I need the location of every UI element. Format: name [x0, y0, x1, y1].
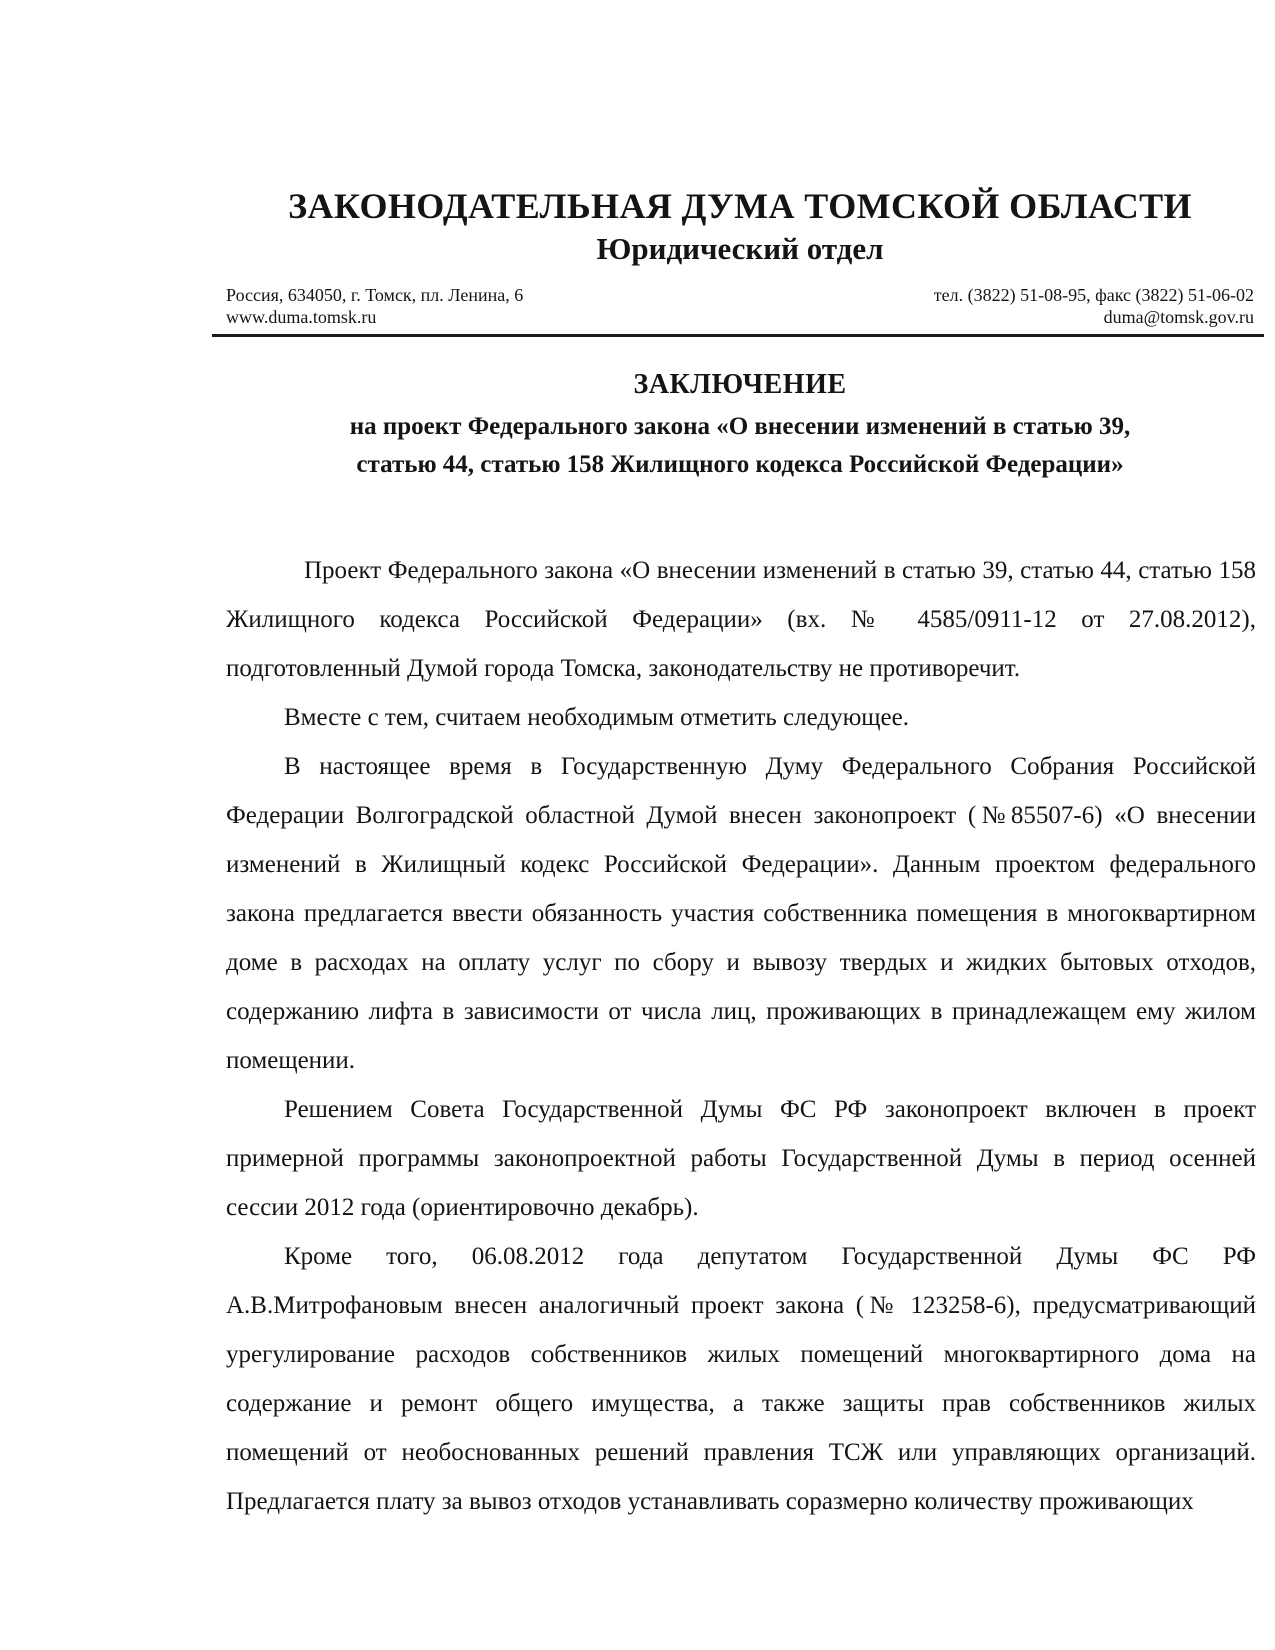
letterhead-divider: [212, 334, 1264, 337]
paragraph-3: В настоящее время в Государственную Думу Федерального Собрания Российской Федерации Волгоградской областной Думой внесен законопроект (№85507-6) «О внесении изменений в Жилищный кодекс Российской Федерации». Данным проектом федерального закона предлагается ввести обязанность участия собственника помещения в многоквартирном доме в расходах на оплату услуг по сбору и вывозу твердых и жидких бытовых отходов, содержанию лифта в зависимости от числа лиц, проживающих в принадлежащем ему жилом помещении.: [226, 753, 1256, 1074]
website-link[interactable]: www.duma.tomsk.ru: [226, 307, 377, 327]
letterhead-contacts: [226, 284, 1254, 328]
address: Россия, 634050, г. Томск, пл. Ленина, 6: [226, 285, 524, 305]
subtitle-line-1: на проект Федерального закона «О внесении изменений в статью 39,: [349, 413, 1131, 440]
document-body: [226, 546, 1256, 1526]
document-title: ЗАКЛЮЧЕНИЕ: [633, 369, 847, 400]
email-link[interactable]: duma@tomsk.gov.ru: [1103, 307, 1254, 327]
department-name: Юридический отдел: [596, 231, 884, 266]
paragraph-1: Проект Федерального закона «О внесении изменений в статью 39, статью 44, статью 158 Жилищного кодекса Российской Федерации» (вх. № 4585/0911-12 от 27.08.2012), подготовленный Думой города Томска, законодательству не противоречит.: [226, 557, 1256, 682]
paragraph-2: Вместе с тем, считаем необходимым отметить следующее.: [284, 704, 909, 731]
paragraph-5: Кроме того, 06.08.2012 года депутатом Государственной Думы ФС РФ А.В.Митрофановым внесен аналогичный проект закона (№ 123258-6), предусматривающий урегулирование расходов собственников жилых помещений многоквартирного дома на содержание и ремонт общего имущества, а также защиты прав собственников жилых помещений от необоснованных решений правления ТСЖ или управляющих организаций. Предлагается плату за вывоз отходов устанавливать соразмерно количеству проживающих: [226, 1243, 1256, 1515]
subtitle-line-2: статью 44, статью 158 Жилищного кодекса Российской Федерации»: [356, 451, 1124, 478]
paragraph-4: Решением Совета Государственной Думы ФС РФ законопроект включен в проект примерной программы законопроектной работы Государственной Думы в период осенней сессии 2012 года (ориентировочно декабрь).: [226, 1096, 1256, 1221]
organization-name: ЗАКОНОДАТЕЛЬНАЯ ДУМА ТОМСКОЙ ОБЛАСТИ: [288, 186, 1192, 226]
phone-fax: тел. (3822) 51-08-95, факс (3822) 51-06-02: [933, 285, 1254, 305]
document-subtitle: [220, 408, 1260, 484]
